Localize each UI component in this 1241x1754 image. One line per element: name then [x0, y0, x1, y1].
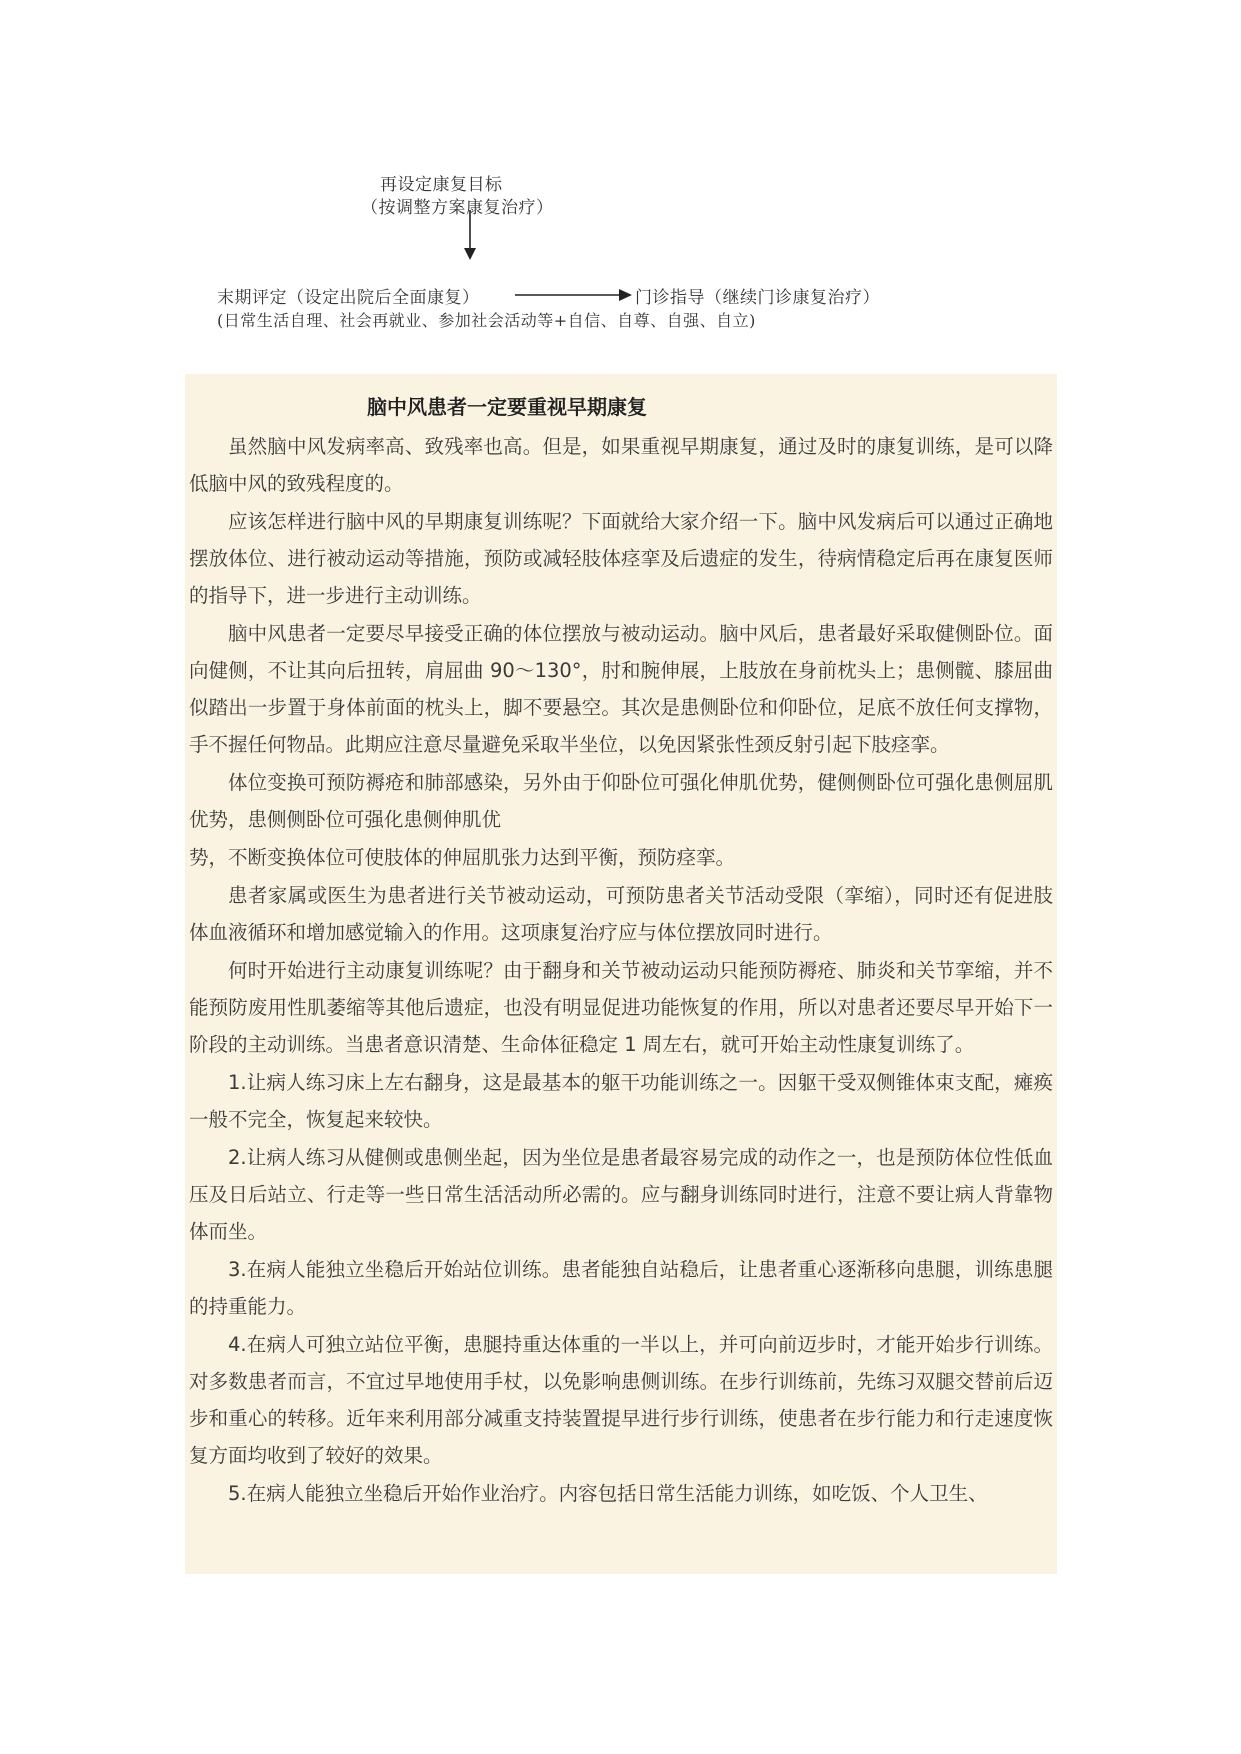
flow-top-line1: 再设定康复目标 — [380, 175, 503, 195]
list-item-5: 5.在病人能独立坐稳后开始作业治疗。内容包括日常生活能力训练，如吃饭、个人卫生、 — [228, 1482, 988, 1505]
article-panel — [185, 374, 1057, 1574]
flow-outpatient: 门诊指导（继续门诊康复治疗） — [635, 288, 880, 308]
right-arrow-head — [619, 289, 632, 301]
down-arrow-head — [464, 248, 476, 260]
paragraph: 虽然脑中风发病率高、致残率也高。但是，如果重视早期康复，通过及时的康复训练，是可以降低脑中风的致残程度的。 — [189, 435, 1053, 495]
flow-top-line2: （按调整方案康复治疗） — [361, 198, 554, 218]
flow-final-eval: 末期评定（设定出院后全面康复） — [217, 288, 480, 308]
article-title: 脑中风患者一定要重视早期康复 — [367, 395, 647, 419]
paragraph: 体位变换可预防褥疮和肺部感染，另外由于仰卧位可强化伸肌优势，健侧侧卧位可强化患侧屈肌优势，患侧侧卧位可强化患侧伸肌优 — [189, 771, 1053, 831]
paragraph: 应该怎样进行脑中风的早期康复训练呢？下面就给大家介绍一下。脑中风发病后可以通过正确地摆放体位、进行被动运动等措施，预防或减轻肢体痉挛及后遗症的发生，待病情稳定后再在康复医师的指导下，进一步进行主动训练。 — [189, 510, 1053, 607]
paragraph: 患者家属或医生为患者进行关节被动运动，可预防患者关节活动受限（挛缩），同时还有促进肢体血液循环和增加感觉输入的作用。这项康复治疗应与体位摆放同时进行。 — [189, 884, 1053, 944]
list-item-3: 3.在病人能独立坐稳后开始站位训练。患者能独自站稳后，让患者重心逐渐移向患腿，训练患腿的持重能力。 — [189, 1258, 1053, 1318]
paragraph-continuation: 势，不断变换体位可使肢体的伸屈肌张力达到平衡，预防痉挛。 — [189, 846, 736, 869]
paragraph: 何时开始进行主动康复训练呢？由于翻身和关节被动运动只能预防褥疮、肺炎和关节挛缩，并不能预防废用性肌萎缩等其他后遗症，也没有明显促进功能恢复的作用，所以对患者还要尽早开始下一阶段的主动训练。当患者意识清楚、生命体征稳定 1 周左右，就可开始主动性康复训练了。 — [189, 959, 1053, 1056]
flow-bottom-note: (日常生活自理、社会再就业、参加社会活动等+自信、自尊、自强、自立) — [217, 311, 756, 330]
list-item-2: 2.让病人练习从健侧或患侧坐起，因为坐位是患者最容易完成的动作之一，也是预防体位性低血压及日后站立、行走等一些日常生活活动所必需的。应与翻身训练同时进行，注意不要让病人背靠物体而坐。 — [189, 1146, 1053, 1243]
rehab-flowchart — [215, 160, 935, 340]
list-item-4: 4.在病人可独立站位平衡，患腿持重达体重的一半以上，并可向前迈步时，才能开始步行训练。对多数患者而言，不宜过早地使用手杖，以免影响患侧训练。在步行训练前，先练习双腿交替前后迈步和重心的转移。近年来利用部分减重支持装置提早进行步行训练，使患者在步行能力和行走速度恢复方面均收到了较好的效果。 — [189, 1333, 1053, 1467]
paragraph: 脑中风患者一定要尽早接受正确的体位摆放与被动运动。脑中风后，患者最好采取健侧卧位。面向健侧，不让其向后扭转，肩屈曲 90～130°，肘和腕伸展，上肢放在身前枕头上；患侧髋、膝屈曲似踏出一步置于身体前面的枕头上，脚不要悬空。其次是患侧卧位和仰卧位，足底不放任何支撑物，手不握任何物品。此期应注意尽量避免采取半坐位，以免因紧张性颈反射引起下肢痉挛。 — [189, 622, 1053, 756]
list-item-1: 1.让病人练习床上左右翻身，这是最基本的躯干功能训练之一。因躯干受双侧锥体束支配，瘫痪一般不完全，恢复起来较快。 — [189, 1071, 1053, 1131]
